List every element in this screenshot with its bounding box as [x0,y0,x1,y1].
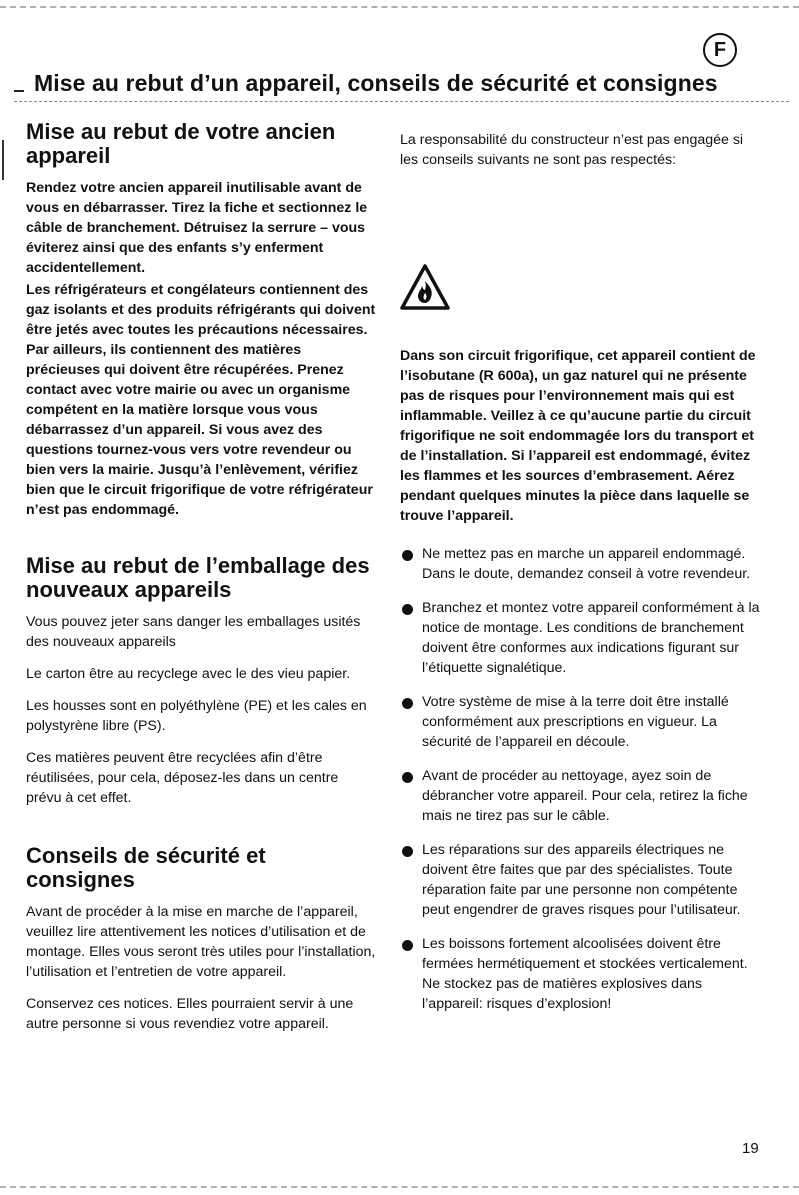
bullet-dot [402,940,413,951]
list-item-text: Branchez et montez votre appareil conformément à la notice de montage. Les conditions de branchement doivent être conformes aux indications figurant sur l’étiquette signalétique. [422,600,760,676]
paragraph-safety-2: Conservez ces notices. Elles pourraient servir à une autre personne si vous revendiez votre appareil. [26,996,354,1032]
list-item [400,766,760,826]
paragraph-packaging-2: Le carton être au recyclege avec le des vieu papier. [26,666,351,682]
page-number: 19 [742,1140,759,1157]
header-bullet [14,90,24,92]
paragraph-liability: La responsabilité du constructeur n’est pas engagée si les conseils suivants ne sont pas respectés: [400,132,744,168]
right-column [400,130,760,1028]
bullet-dot [402,604,413,615]
language-badge-label: F [713,38,727,61]
list-item-text: Les réparations sur des appareils électriques ne doivent être faites que par des spécialistes. Toute réparation faite par une personne non compétente peut engendrer de graves risques pour l’utilisateur. [422,842,741,918]
paragraph-safety-1: Avant de procéder à la mise en marche de l’appareil, veuillez lire attentivement les notices d’utilisation et de montage. Elles vous seront très utiles pour l’installation, l’utilisation et l’entretien de votre appareil. [26,904,376,980]
bottom-dashed-rule [0,1186,799,1188]
bullet-dot [402,772,413,783]
section-title-disposal-old: Mise au rebut de votre ancien appareil [26,119,336,168]
paragraph-disposal-old-1: Rendez votre ancien appareil inutilisable avant de vous en débarrasser. Tirez la fiche et sectionnez le câble de branchement. Détruisez la serrure – vous éviterez ainsi que des enfants s’y enferment accidentellement. [26,180,368,276]
bullet-dot [402,698,413,709]
list-item [400,692,760,752]
list-item-text: Votre système de mise à la terre doit être installé conformément aux prescriptions en vigueur. La sécurité de l’appareil en découle. [422,694,729,750]
section-title-safety: Conseils de sécurité et consignes [26,843,266,892]
paragraph-packaging-1: Vous pouvez jeter sans danger les emballages usités des nouveaux appareils [26,614,361,650]
paragraph-packaging-4: Ces matières peuvent être recyclées afin d’être réutilisées, pour cela, déposez-les dans un centre prévu à cet effet. [26,750,339,806]
list-item [400,934,760,1014]
paragraph-isobutane-warning: Dans son circuit frigorifique, cet appareil contient de l’isobutane (R 600a), un gaz naturel qui ne présente pas de risques pour l’environnement mais qui est inflammable. Veillez à ce qu’aucune partie du circuit frigorifique ne soit endommagée lors du transport et de l’installation. Si l’appareil est endommagé, évitez les flammes et les sources d’embrasement. Aérez pendant quelques minutes la pièce dans laquelle se trouve l’appareil. [400,348,756,524]
language-badge [703,33,737,67]
list-item [400,598,760,678]
left-column [26,120,376,1034]
list-item [400,544,760,584]
section-title-packaging: Mise au rebut de l’emballage des nouveaux appareils [26,553,370,602]
page-header [14,70,789,102]
top-dashed-rule [0,6,799,8]
list-item-text: Avant de procéder au nettoyage, ayez soin de débrancher votre appareil. Pour cela, retirez la fiche mais ne tirez pas sur le câble. [422,768,748,824]
list-item-text: Les boissons fortement alcoolisées doivent être fermées hermétiquement et stockées verticalement. Ne stockez pas de matières explosives dans l’appareil: risques d’explosion! [422,936,748,1012]
paragraph-disposal-old-2: Les réfrigérateurs et congélateurs contiennent des gaz isolants et des produits réfrigérants qui doivent être jetés avec toutes les précautions nécessaires. Par ailleurs, ils contiennent des matières précieuses qui doivent être récupérées. Prenez contact avec votre mairie ou avec un organisme compétent en la matière lorsque vous vous débarrassez d’un appareil. Si vous avez des questions tournez-vous vers votre revendeur ou bien vers la mairie. Jusqu’à l’enlèvement, vérifiez bien que le circuit frigorifique de votre réfrigérateur n’est pas endommagé. [26,282,376,518]
list-item-text: Ne mettez pas en marche un appareil endommagé. Dans le doute, demandez conseil à votre revendeur. [422,546,751,582]
page-title: Mise au rebut d’un appareil, conseils de sécurité et consignes [34,70,718,96]
flammable-warning-icon [400,264,450,310]
list-item [400,840,760,920]
margin-mark [2,140,4,180]
bullet-dot [402,550,413,561]
safety-list [400,544,760,1014]
paragraph-packaging-3: Les housses sont en polyéthylène (PE) et les cales en polystyrène libre (PS). [26,698,367,734]
bullet-dot [402,846,413,857]
